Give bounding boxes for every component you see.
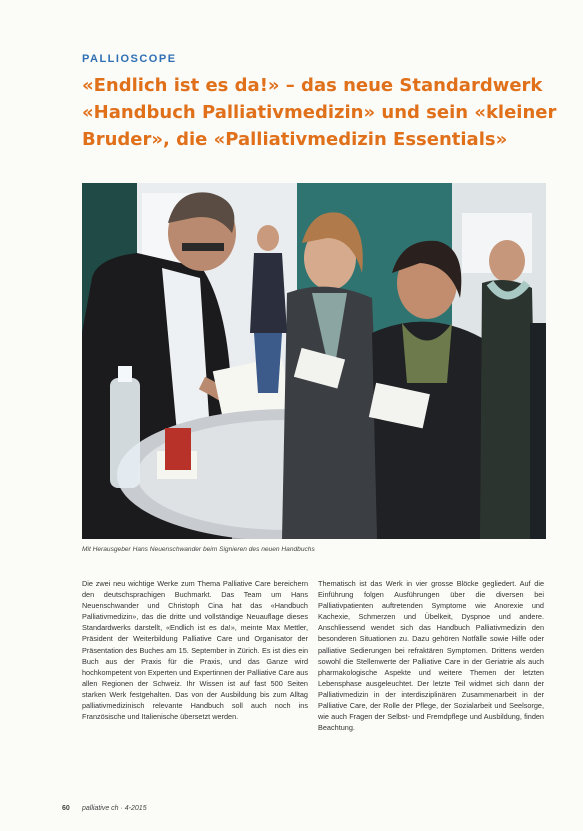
body-column-right: Thematisch ist das Werk in vier grosse Blöcke gegliedert. Auf die Einführung folgen Ausführungen über die diversen bei Palliativpatienten auftretenden Symptome wie Anorexie und Kachexie, Schmerzen und Übelkeit, Dyspnoe und andere. Anschliessend wendet sich das Handbuch Palliativmedizin den besonderen Situationen zu. Dazu gehören Notfälle sowie Hilfe oder palliative Sedierungen bei refraktären Symptomen. Drittens werden sowohl die Stellenwerte der Palliative Care in der Geriatrie als auch pharmakologische Aspekte und weitere Themen der letzten Lebensphase ausgeleuchtet. Der letzte Teil widmet sich dann der Palliativmedizin in der interdisziplinären Zusammenarbeit in der Palliative Care, der Rolle der Pflege, der Sozialarbeit und Seelsorge, wie auch Fragen der Selbst- und Fremdpflege und Ausbildung, finden Beachtung. bbox=[318, 579, 544, 733]
headline-line-3: Bruder», die «Palliativmedizin Essentials» bbox=[82, 129, 508, 150]
book-signing-photo bbox=[82, 183, 546, 539]
headline-line-1: «Endlich ist es da!» – das neue Standardwerk bbox=[82, 75, 543, 96]
body-column-left: Die zwei neu wichtige Werke zum Thema Palliative Care bereichern den deutschsprachigen Buchmarkt. Das Team um Hans Neuenschwander und Christoph Cina hat das «Handbuch Palliativmedizin», das die dritte und vollständige Neuauflage dieses Standardwerks darstellt, «Endlich ist es da!», meinte Max Mettler, Präsident der Weiterbildung Palliative Care und Organisator der Präsentation des Buches am 15. September in Zürich. Es ist dies ein Buch aus der Praxis für die Praxis, und das Ganze wird hochkompetent von Experten und Expertinnen der Palliative Care aus allen Regionen der Schweiz. Ihr Wissen ist auf fast 500 Seiten starken Werk festgehalten. Das von der Ausbildung bis zum Alltag palliativmedizinisch relevante Handbuch soll auch noch ins Französische und Italienische übersetzt werden. bbox=[82, 579, 308, 722]
issue-label: palliative ch · 4-2015 bbox=[82, 805, 147, 812]
photo-caption: Mit Herausgeber Hans Neuenschwander beim Signieren des neuen Handbuchs bbox=[82, 546, 315, 553]
article-photo bbox=[82, 183, 546, 539]
article-headline bbox=[82, 72, 557, 153]
section-kicker: PALLIOSCOPE bbox=[82, 53, 177, 65]
page-number: 60 bbox=[62, 805, 70, 812]
headline-line-2: «Handbuch Palliativmedizin» und sein «kleiner bbox=[82, 102, 557, 123]
